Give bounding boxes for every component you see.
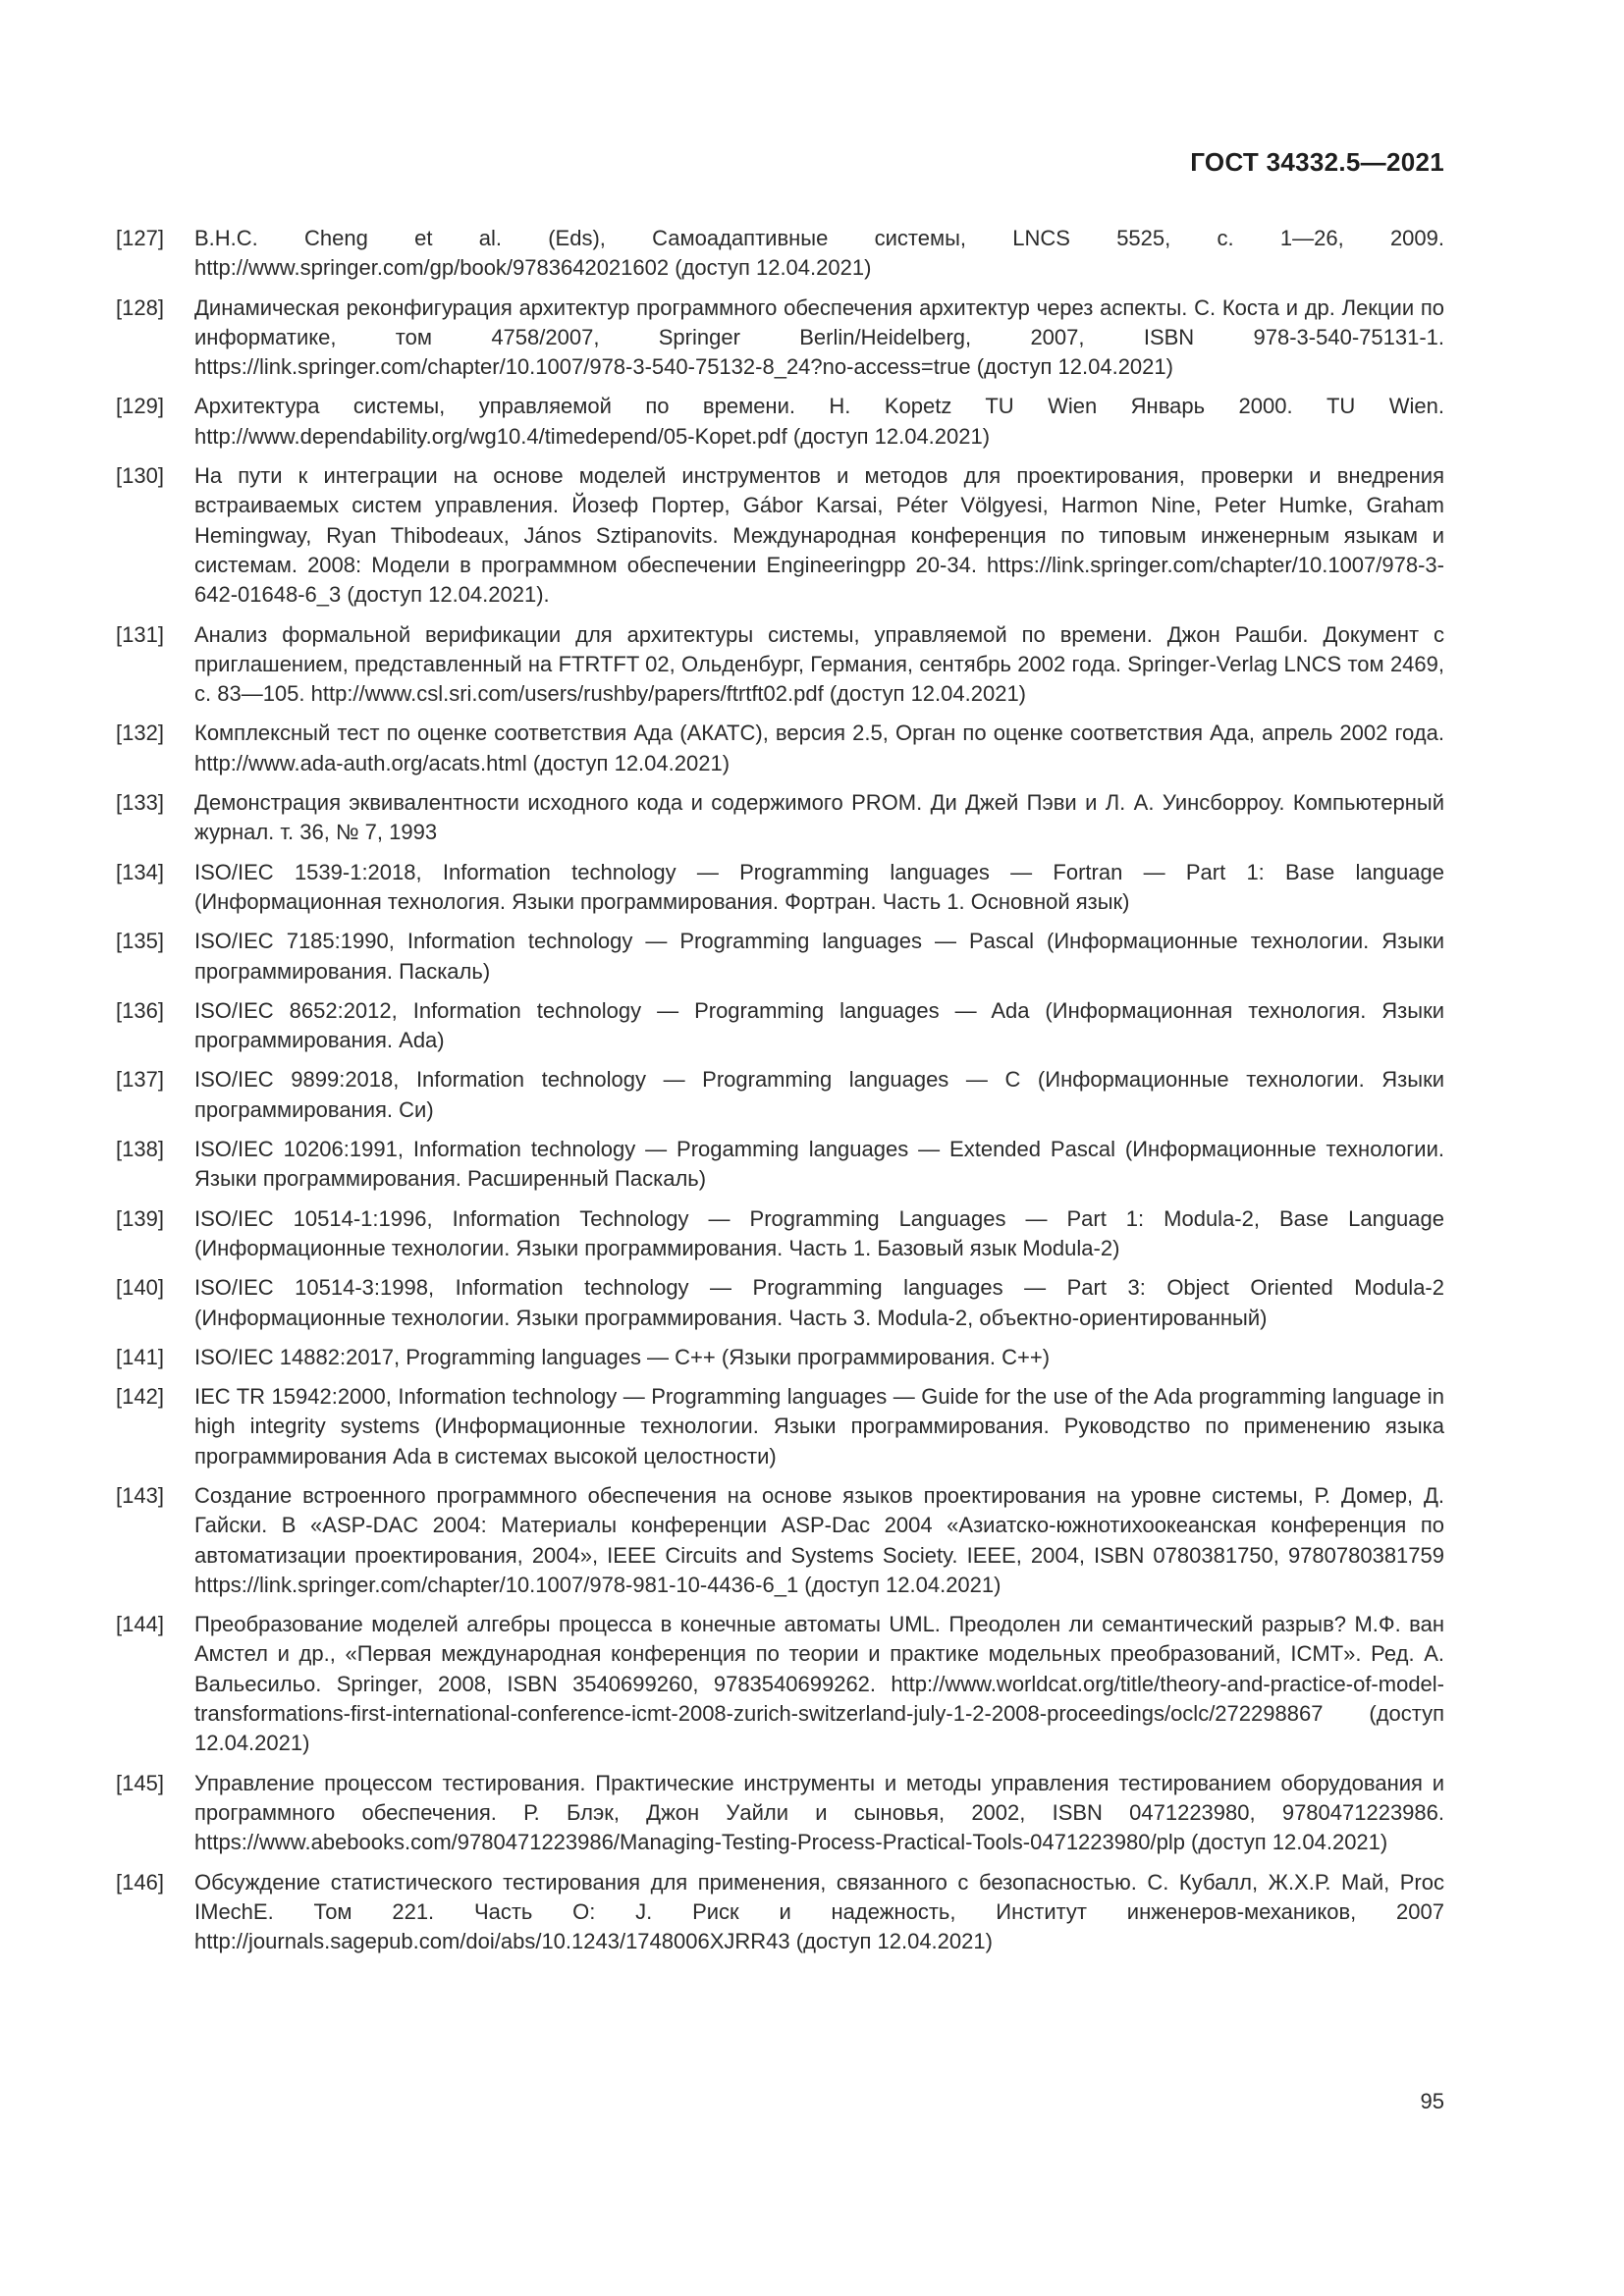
reference-number: [129] <box>116 394 164 419</box>
reference-item <box>116 461 1444 610</box>
reference-item <box>116 1273 1444 1333</box>
reference-text: Управление процессом тестирования. Практические инструменты и методы управления тестированием оборудования и программного обеспечения. Р. Блэк, Джон Уайли и сыновья, 2002, ISBN 0471223980, 9780471223986. https://www.abebooks.com/9780471223986/Managing-Testing-Process-Practical-Tools-0471223980/plp (доступ 12.04.2021) <box>194 1770 1444 1855</box>
reference-number: [138] <box>116 1137 164 1162</box>
reference-number: [130] <box>116 463 164 489</box>
reference-number: [136] <box>116 997 164 1023</box>
reference-item <box>116 392 1444 452</box>
reference-text: ISO/IEC 8652:2012, Information technology — Programming languages — Ada (Информационная технология. Языки программирования. Ada) <box>194 997 1444 1053</box>
reference-text: Комплексный тест по оценке соответствия Ада (АКАТС), версия 2.5, Орган по оценке соответствия Ада, апрель 2002 года. http://www.ada-auth.org/acats.html (доступ 12.04.2021) <box>194 721 1444 775</box>
reference-text: IEC TR 15942:2000, Information technology — Programming languages — Guide for the use of the Ada programming language in high integrity systems (Информационные технологии. Языки программирования. Руководство по применению языка программирования Ada в системах высокой целостности) <box>194 1384 1444 1468</box>
reference-text: ISO/IEC 9899:2018, Information technology — Programming languages — C (Информационные технологии. Языки программирования. Си) <box>194 1067 1444 1122</box>
reference-item <box>116 224 1444 284</box>
reference-text: Архитектура системы, управляемой по времени. H. Kopetz TU Wien Январь 2000. TU Wien. http://www.dependability.org/wg10.4/timedepend/05-Kopet.pdf (доступ 12.04.2021) <box>194 394 1444 449</box>
reference-number: [128] <box>116 294 164 320</box>
reference-number: [133] <box>116 790 164 816</box>
reference-number: [140] <box>116 1275 164 1301</box>
reference-text: Преобразование моделей алгебры процесса в конечные автоматы UML. Преодолен ли семантический разрыв? М.Ф. ван Амстел и др., «Первая международная конференция по теории и практике модельных преобразований, ICMT». Ред. А. Вальесильо. Springer, 2008, ISBN 3540699260, 9783540699262. http://www.worldcat.org/title/theory-and-practice-of-model-transformations-first-international-conference-icmt-2008-zurich-switzerland-july-1-2-2008-proceedings/oclc/272298867 (доступ 12.04.2021) <box>194 1612 1444 1756</box>
reference-number: [135] <box>116 929 164 954</box>
reference-item <box>116 1769 1444 1858</box>
reference-text: Создание встроенного программного обеспечения на основе языков проектирования на уровне системы, Р. Домер, Д. Гайски. В «ASP-DAC 2004: Материалы конференции ASP-Dac 2004 «Азиатско-южнотихоокеанская конференция по автоматизации проектирования, 2004», IEEE Circuits and Systems Society. IEEE, 2004, ISBN 0780381750, 9780780381759 https://link.springer.com/chapter/10.1007/978-981-10-4436-6_1 (доступ 12.04.2021) <box>194 1482 1444 1597</box>
reference-item <box>116 719 1444 778</box>
reference-item <box>116 1382 1444 1471</box>
document-standard-code: ГОСТ 34332.5—2021 <box>1190 147 1444 177</box>
reference-text: ISO/IEC 14882:2017, Programming languages — C++ (Языки программирования. C++) <box>194 1344 1051 1369</box>
reference-number: [146] <box>116 1869 164 1895</box>
reference-number: [137] <box>116 1067 164 1093</box>
reference-item <box>116 620 1444 710</box>
reference-list <box>116 224 1444 1966</box>
reference-item <box>116 1343 1444 1372</box>
reference-number: [142] <box>116 1384 164 1410</box>
reference-number: [131] <box>116 621 164 647</box>
reference-number: [132] <box>116 721 164 746</box>
reference-number: [145] <box>116 1770 164 1795</box>
reference-item <box>116 1135 1444 1195</box>
reference-number: [144] <box>116 1612 164 1637</box>
reference-text: ISO/IEC 1539-1:2018, Information technology — Programming languages — Fortran — Part 1: Base language (Информационная технология. Языки программирования. Фортран. Часть 1. Основной язык) <box>194 859 1444 914</box>
reference-text: B.H.C. Cheng et al. (Eds), Самоадаптивные системы, LNCS 5525, с. 1—26, 2009. http://www.springer.com/gp/book/9783642021602 (доступ 12.04.2021) <box>194 226 1444 281</box>
reference-text: Анализ формальной верификации для архитектуры системы, управляемой по времени. Джон Рашби. Документ с приглашением, представленный на FTRTFT 02, Ольденбург, Германия, сентябрь 2002 года. Springer-Verlag LNCS том 2469, с. 83—105. http://www.csl.sri.com/users/rushby/papers/ftrtft02.pdf (доступ 12.04.2021) <box>194 621 1444 707</box>
reference-number: [134] <box>116 859 164 884</box>
reference-number: [143] <box>116 1482 164 1508</box>
reference-text: ISO/IEC 10514-3:1998, Information technology — Programming languages — Part 3: Object Oriented Modula-2 (Информационные технологии. Языки программирования. Часть 3. Modula-2, объектно-ориентированный) <box>194 1275 1444 1330</box>
reference-number: [141] <box>116 1344 164 1369</box>
reference-item <box>116 1204 1444 1264</box>
reference-item <box>116 927 1444 987</box>
reference-item <box>116 858 1444 918</box>
reference-number: [127] <box>116 226 164 250</box>
reference-item <box>116 294 1444 383</box>
reference-item <box>116 1868 1444 1957</box>
reference-text: ISO/IEC 10514-1:1996, Information Technology — Programming Languages — Part 1: Modula-2, Base Language (Информационные технологии. Языки программирования. Часть 1. Базовый язык Modula-2) <box>194 1205 1444 1260</box>
reference-item <box>116 1065 1444 1125</box>
reference-item <box>116 1610 1444 1758</box>
reference-text: Обсуждение статистического тестирования для применения, связанного с безопасностью. С. Кубалл, Ж.Х.Р. Май, Proc IMechE. Том 221. Часть О: J. Риск и надежность, Институт инженеров-механиков, 2007 http://journals.sagepub.com/doi/abs/10.1243/1748006XJRR43 (доступ 12.04.2021) <box>194 1869 1444 1954</box>
page-number: 95 <box>1420 2089 1444 2113</box>
reference-text: Демонстрация эквивалентности исходного кода и содержимого PROM. Ди Джей Пэви и Л. А. Уинсборроу. Компьютерный журнал. т. 36, № 7, 1993 <box>194 790 1444 845</box>
reference-item <box>116 788 1444 848</box>
reference-item <box>116 996 1444 1056</box>
reference-number: [139] <box>116 1205 164 1231</box>
reference-text: На пути к интеграции на основе моделей инструментов и методов для проектирования, проверки и внедрения встраиваемых систем управления. Йозеф Портер, Gábor Karsai, Péter Völgyesi, Harmon Nine, Peter Humke, Graham Hemingway, Ryan Thibodeaux, János Sztipanovits. Международная конференция по типовым инженерным языкам и системам. 2008: Модели в программном обеспечении Engineeringpp 20-34. https://link.springer.com/chapter/10.1007/978-3-642-01648-6_3 (доступ 12.04.2021). <box>194 463 1444 608</box>
reference-text: ISO/IEC 10206:1991, Information technology — Progamming languages — Extended Pascal (Информационные технологии. Языки программирования. Расширенный Паскаль) <box>194 1137 1444 1192</box>
reference-item <box>116 1481 1444 1600</box>
reference-text: Динамическая реконфигурация архитектур программного обеспечения архитектур через аспекты. С. Коста и др. Лекции по информатике, том 4758/2007, Springer Berlin/Heidelberg, 2007, ISBN 978-3-540-75131-1. https://link.springer.com/chapter/10.1007/978-3-540-75132-8_24?no-access=true (доступ 12.04.2021) <box>194 294 1444 380</box>
reference-text: ISO/IEC 7185:1990, Information technology — Programming languages — Pascal (Информационные технологии. Языки программирования. Паскаль) <box>194 929 1444 984</box>
